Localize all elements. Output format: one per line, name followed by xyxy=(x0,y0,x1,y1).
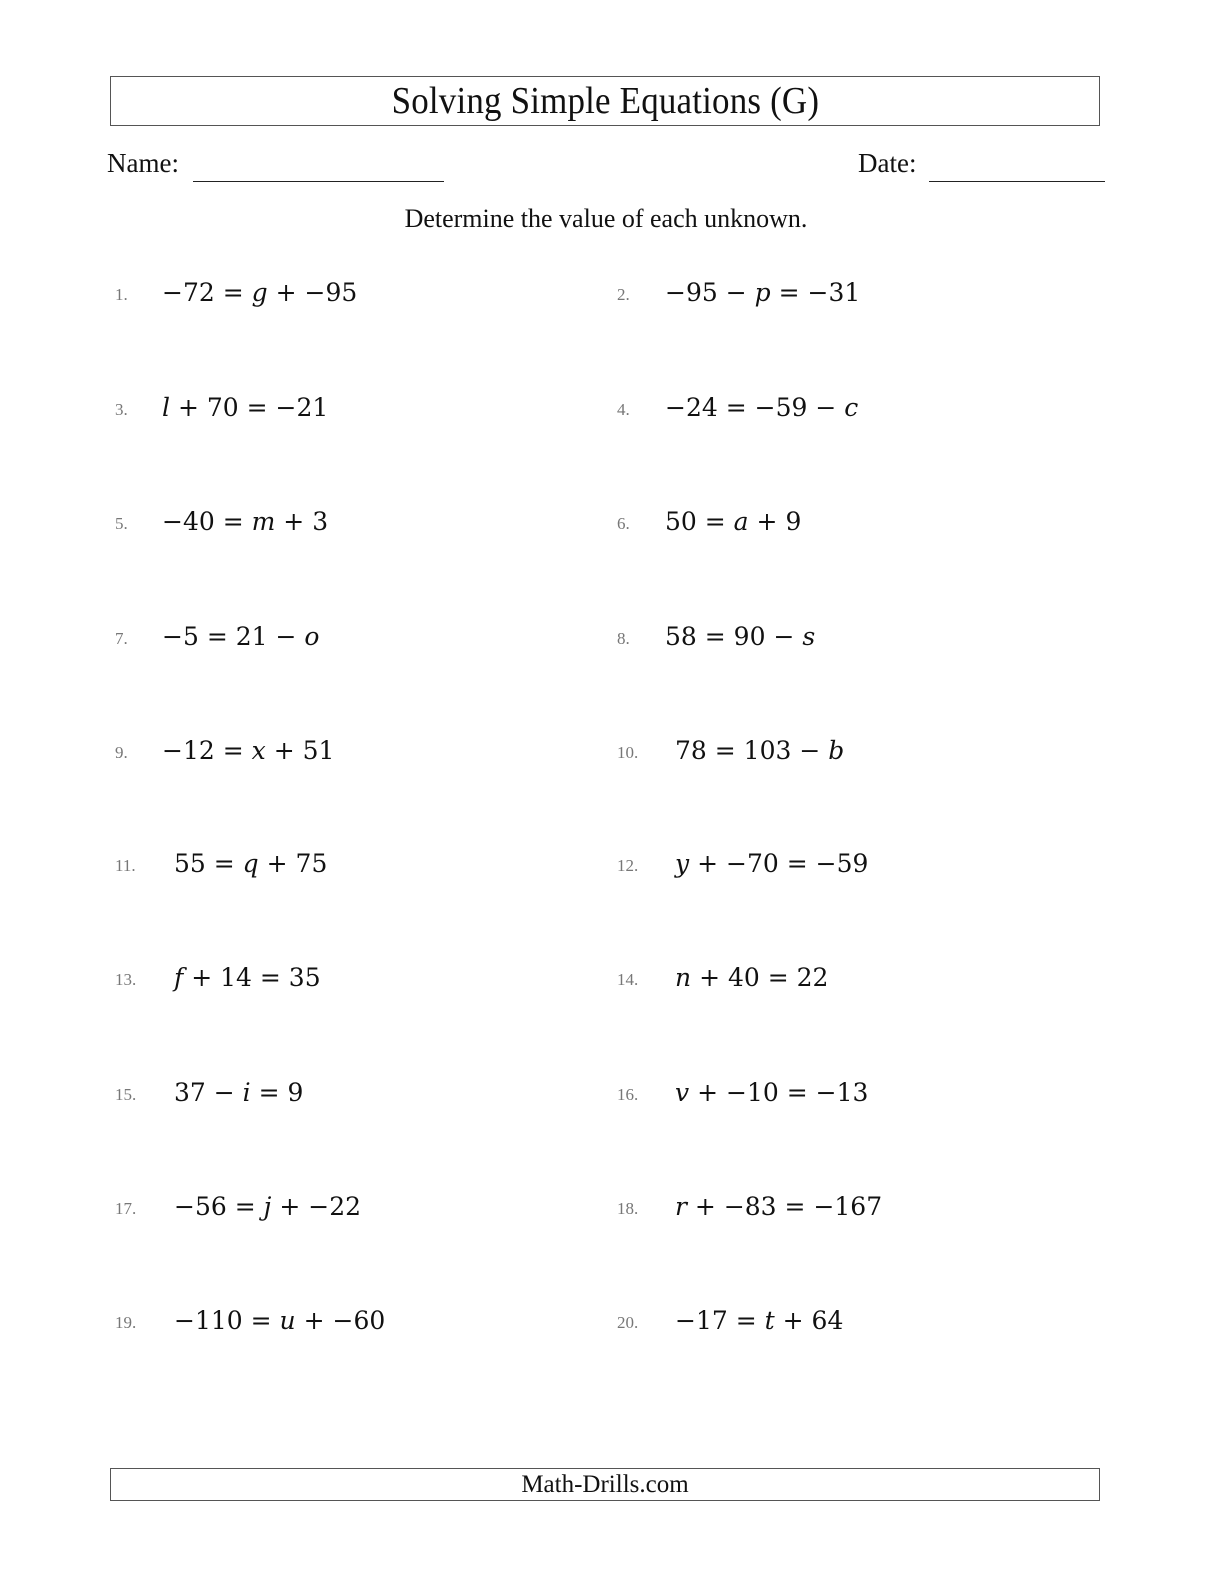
problem-equation: −5 = 21 − o xyxy=(162,622,320,651)
unknown-variable: n xyxy=(675,963,692,992)
unknown-variable: i xyxy=(242,1078,251,1107)
unknown-variable: l xyxy=(162,393,170,422)
problem-equation: −17 = t + 64 xyxy=(675,1306,844,1335)
problem-number: 12. xyxy=(617,856,639,875)
problem-number: 19. xyxy=(115,1313,137,1332)
unknown-variable: t xyxy=(764,1306,775,1335)
problem-number: 20. xyxy=(617,1313,639,1332)
unknown-variable: c xyxy=(844,393,859,422)
problem-equation: l + 70 = −21 xyxy=(162,393,329,422)
problem-equation: −40 = m + 3 xyxy=(162,507,329,536)
problem-equation: 37 − i = 9 xyxy=(174,1078,304,1107)
unknown-variable: p xyxy=(754,278,771,307)
problem-equation: v + −10 = −13 xyxy=(675,1078,869,1107)
problem-equation: 55 = q + 75 xyxy=(174,849,328,878)
name-label: Name: xyxy=(107,148,179,178)
date-label: Date: xyxy=(858,148,917,178)
unknown-variable: m xyxy=(251,507,276,536)
problem-equation: −24 = −59 − c xyxy=(665,393,859,422)
problem-equation: f + 14 = 35 xyxy=(174,963,321,992)
problem-equation: −12 = x + 51 xyxy=(162,736,335,765)
problem-number: 6. xyxy=(617,514,630,533)
worksheet-title: Solving Simple Equations (G) xyxy=(391,80,819,122)
problem-number: 10. xyxy=(617,743,639,762)
problem-number: 17. xyxy=(115,1199,137,1218)
footer-box xyxy=(110,1468,1100,1501)
problem-number: 13. xyxy=(115,970,137,989)
problem-equation: y + −70 = −59 xyxy=(675,849,869,878)
problem-number: 1. xyxy=(115,285,128,304)
unknown-variable: b xyxy=(828,736,845,765)
problem-number: 18. xyxy=(617,1199,639,1218)
unknown-variable: y xyxy=(675,849,690,878)
unknown-variable: x xyxy=(251,736,266,765)
problem-equation: −110 = u + −60 xyxy=(174,1306,386,1335)
date-blank-line[interactable] xyxy=(929,181,1105,182)
footer-site: Math-Drills.com xyxy=(521,1470,689,1498)
title-box xyxy=(110,76,1100,126)
unknown-variable: g xyxy=(251,278,268,307)
problem-number: 16. xyxy=(617,1085,639,1104)
unknown-variable: s xyxy=(802,622,816,651)
problem-equation: r + −83 = −167 xyxy=(675,1192,883,1221)
instructions: Determine the value of each unknown. xyxy=(404,204,808,233)
problem-equation: 58 = 90 − s xyxy=(665,622,816,651)
problem-number: 14. xyxy=(617,970,639,989)
unknown-variable: o xyxy=(304,622,320,651)
unknown-variable: j xyxy=(263,1192,272,1221)
problem-number: 4. xyxy=(617,400,630,419)
name-blank-line[interactable] xyxy=(193,181,444,182)
problem-equation: −72 = g + −95 xyxy=(162,278,358,307)
unknown-variable: r xyxy=(675,1192,687,1221)
problem-equation: −95 − p = −31 xyxy=(665,278,861,307)
problem-number: 15. xyxy=(115,1085,137,1104)
problem-number: 5. xyxy=(115,514,128,533)
problem-number: 2. xyxy=(617,285,630,304)
problem-number: 9. xyxy=(115,743,128,762)
unknown-variable: u xyxy=(279,1306,296,1335)
problem-number: 8. xyxy=(617,629,630,648)
problem-number: 3. xyxy=(115,400,128,419)
problem-number: 7. xyxy=(115,629,128,648)
problem-equation: 78 = 103 − b xyxy=(675,736,845,765)
unknown-variable: v xyxy=(675,1078,690,1107)
problem-equation: 50 = a + 9 xyxy=(665,507,802,536)
unknown-variable: q xyxy=(242,849,259,878)
problem-number: 11. xyxy=(115,856,136,875)
unknown-variable: a xyxy=(733,507,749,536)
problem-equation: −56 = j + −22 xyxy=(174,1192,362,1221)
unknown-variable: f xyxy=(174,963,184,992)
problem-equation: n + 40 = 22 xyxy=(675,963,829,992)
